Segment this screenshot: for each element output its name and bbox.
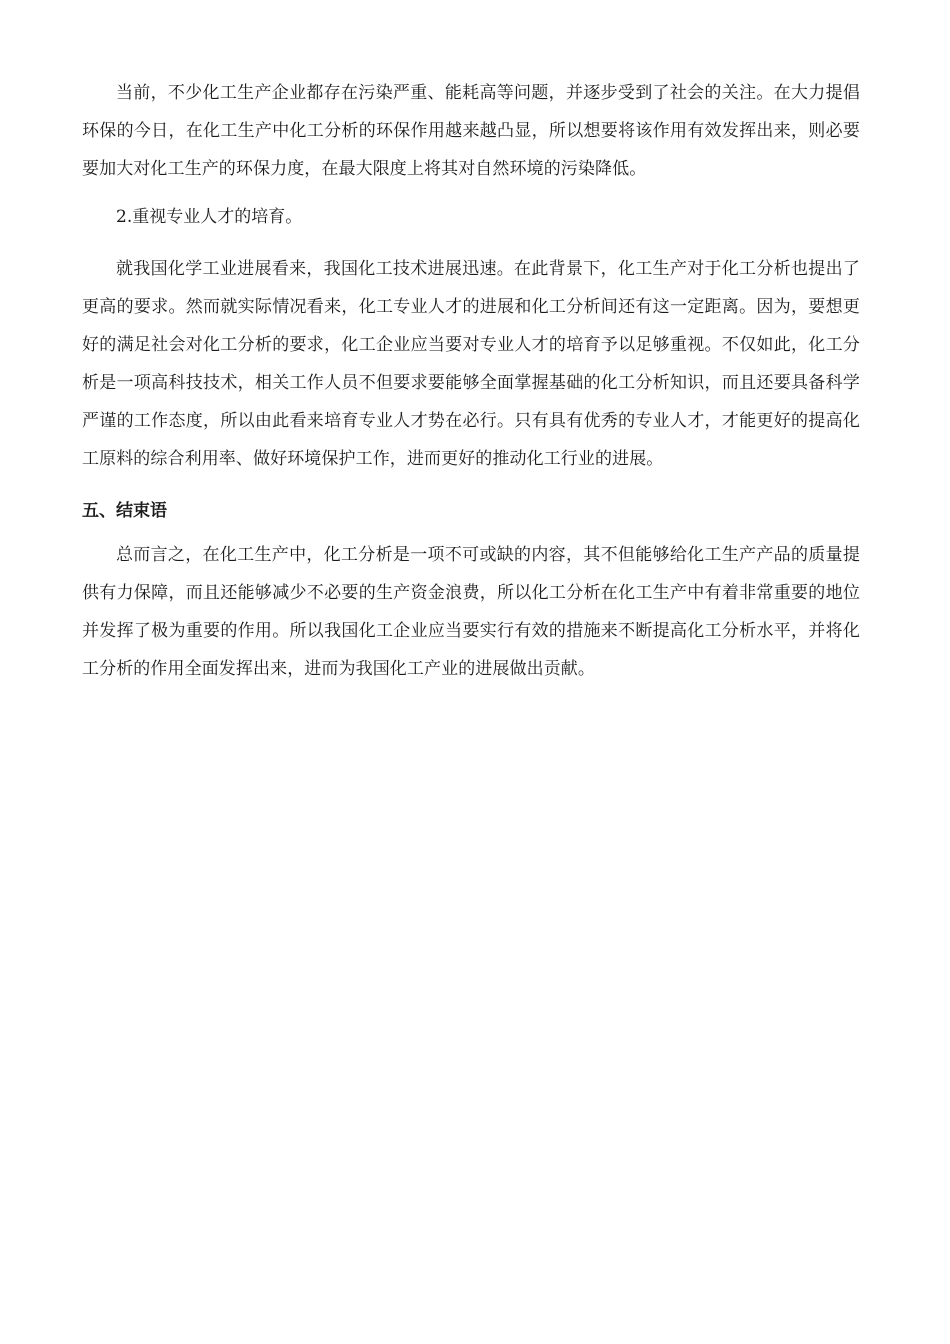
- subheading-talent-cultivation: 2.重视专业人才的培育。: [116, 207, 303, 227]
- paragraph-conclusion: 总而言之，在化工生产中，化工分析是一项不可或缺的内容，其不但能够给化工生产产品的质量提供有力保障，而且还能够减少不必要的生产资金浪费，所以化工分析在化工生产中有着非常重要的地位并发挥了极为重要的作用。所以我国化工企业应当要实行有效的措施来不断提高化工分析水平，并将化工分析的作用全面发挥出来，进而为我国化工产业的进展做出贡献。: [82, 545, 860, 679]
- paragraph-talent-cultivation: 就我国化学工业进展看来，我国化工技术进展迅速。在此背景下，化工生产对于化工分析也提出了更高的要求。然而就实际情况看来，化工专业人才的进展和化工分析间还有这一定距离。因为，要想更好的满足社会对化工分析的要求，化工企业应当要对专业人才的培育予以足够重视。不仅如此，化工分析是一项高科技技术，相关工作人员不但要求要能够全面掌握基础的化工分析知识，而且还要具备科学严谨的工作态度，所以由此看来培育专业人才势在必行。只有具有优秀的专业人才，才能更好的提高化工原料的综合利用率、做好环境保护工作，进而更好的推动化工行业的进展。: [82, 259, 860, 469]
- section-heading-conclusion: 五、结束语: [82, 501, 167, 521]
- paragraph-environmental-protection: 当前，不少化工生产企业都存在污染严重、能耗高等问题，并逐步受到了社会的关注。在大力提倡环保的今日，在化工生产中化工分析的环保作用越来越凸显，所以想要将该作用有效发挥出来，则必要要加大对化工生产的环保力度，在最大限度上将其对自然环境的污染降低。: [82, 83, 860, 179]
- document-page: [82, 74, 860, 688]
